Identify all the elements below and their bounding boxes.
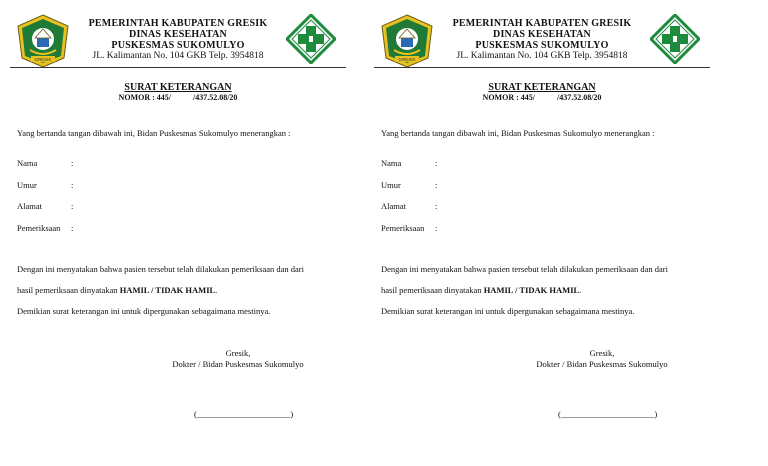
result-prefix: hasil pemeriksaan dinyatakan [381, 285, 484, 295]
result-paragraph [381, 285, 721, 296]
letterhead-divider [10, 67, 346, 68]
government-name: PEMERINTAH KABUPATEN GRESIK [452, 18, 632, 29]
signature-block [138, 348, 338, 370]
signature-role: Dokter / Bidan Puskesmas Sukomulyo [536, 359, 668, 369]
agency-name: DINAS KESEHATAN [493, 29, 591, 40]
result-suffix: . [215, 285, 218, 295]
gresik-emblem-text: GRESIK [34, 57, 52, 62]
intro-paragraph: Yang bertanda tangan dibawah ini, Bidan Puskesmas Sukomulyo menerangkan : [17, 128, 291, 138]
signature-place: Gresik, [225, 348, 251, 358]
letter-title-block [8, 82, 348, 103]
letter-title-block [372, 82, 712, 103]
field-colon: : [71, 201, 74, 211]
signature-block [502, 348, 702, 370]
signature-role: Dokter / Bidan Puskesmas Sukomulyo [172, 359, 304, 369]
result-prefix: hasil pemeriksaan dinyatakan [17, 285, 120, 295]
field-label: Nama [17, 158, 38, 168]
letter-number-prefix: NOMOR : 445/ [482, 93, 535, 102]
field-label: Umur [381, 179, 401, 190]
field-colon: : [435, 158, 438, 168]
field-alamat [17, 201, 357, 223]
result-options: HAMIL / TIDAK HAMIL [483, 285, 580, 295]
letter-title: SURAT KETERANGAN [488, 82, 596, 93]
gresik-regency-emblem-icon [380, 14, 434, 68]
letter-title: SURAT KETERANGAN [124, 82, 232, 93]
field-label: Pemeriksaan [381, 222, 425, 233]
result-options: HAMIL / TIDAK HAMIL [119, 285, 216, 295]
field-colon: : [435, 179, 438, 190]
agency-name: DINAS KESEHATAN [129, 29, 227, 40]
gresik-emblem-text: GRESIK [398, 57, 416, 62]
intro-paragraph: Yang bertanda tangan dibawah ini, Bidan Puskesmas Sukomulyo menerangkan : [381, 128, 655, 138]
field-colon: : [71, 158, 74, 168]
gresik-regency-emblem-icon [16, 14, 70, 68]
letter-right [372, 0, 732, 466]
field-umur [17, 180, 357, 202]
patient-fields [17, 158, 357, 244]
field-alamat [381, 201, 721, 223]
signature-line: (______________________) [558, 409, 658, 419]
address-line: JL. Kalimantan No. 104 GKB Telp. 3954818 [456, 51, 628, 61]
field-label: Nama [381, 158, 402, 168]
signature-line: (______________________) [194, 409, 294, 419]
field-nama [381, 158, 721, 180]
field-pemeriksaan [17, 223, 357, 245]
puskesmas-name: PUSKESMAS SUKOMULYO [111, 40, 245, 51]
letter-number-suffix: /437.52.08/20 [192, 93, 238, 102]
statement-paragraph: Dengan ini menyatakan bahwa pasien tersebut telah dilakukan pemeriksaan dan dari [17, 264, 305, 274]
field-label: Alamat [381, 201, 407, 211]
patient-fields [381, 158, 721, 244]
field-label: Alamat [17, 201, 43, 211]
letterhead [372, 12, 712, 68]
closing-paragraph: Demikian surat keterangan ini untuk dipergunakan sebagaimana mestinya. [17, 306, 271, 316]
letter-number-suffix: /437.52.08/20 [556, 93, 602, 102]
field-colon: : [71, 222, 74, 233]
field-colon: : [435, 222, 438, 233]
letterhead-text [436, 18, 648, 62]
result-paragraph [17, 285, 357, 296]
letter-left [8, 0, 368, 466]
letter-number-prefix: NOMOR : 445/ [118, 93, 171, 102]
puskesmas-cross-logo-icon [650, 14, 700, 64]
field-colon: : [71, 179, 74, 190]
letter-number [372, 93, 712, 103]
signature-place: Gresik, [589, 348, 615, 358]
field-nama [17, 158, 357, 180]
statement-paragraph: Dengan ini menyatakan bahwa pasien tersebut telah dilakukan pemeriksaan dan dari [381, 264, 669, 274]
letterhead [8, 12, 348, 68]
puskesmas-name: PUSKESMAS SUKOMULYO [475, 40, 609, 51]
result-suffix: . [579, 285, 582, 295]
address-line: JL. Kalimantan No. 104 GKB Telp. 3954818 [92, 51, 264, 61]
field-pemeriksaan [381, 223, 721, 245]
field-umur [381, 180, 721, 202]
letterhead-divider [374, 67, 710, 68]
closing-paragraph: Demikian surat keterangan ini untuk dipergunakan sebagaimana mestinya. [381, 306, 635, 316]
government-name: PEMERINTAH KABUPATEN GRESIK [88, 18, 268, 29]
field-colon: : [435, 201, 438, 211]
letterhead-text [72, 18, 284, 62]
puskesmas-cross-logo-icon [286, 14, 336, 64]
field-label: Umur [17, 179, 37, 190]
letter-number [8, 93, 348, 103]
field-label: Pemeriksaan [17, 222, 61, 233]
